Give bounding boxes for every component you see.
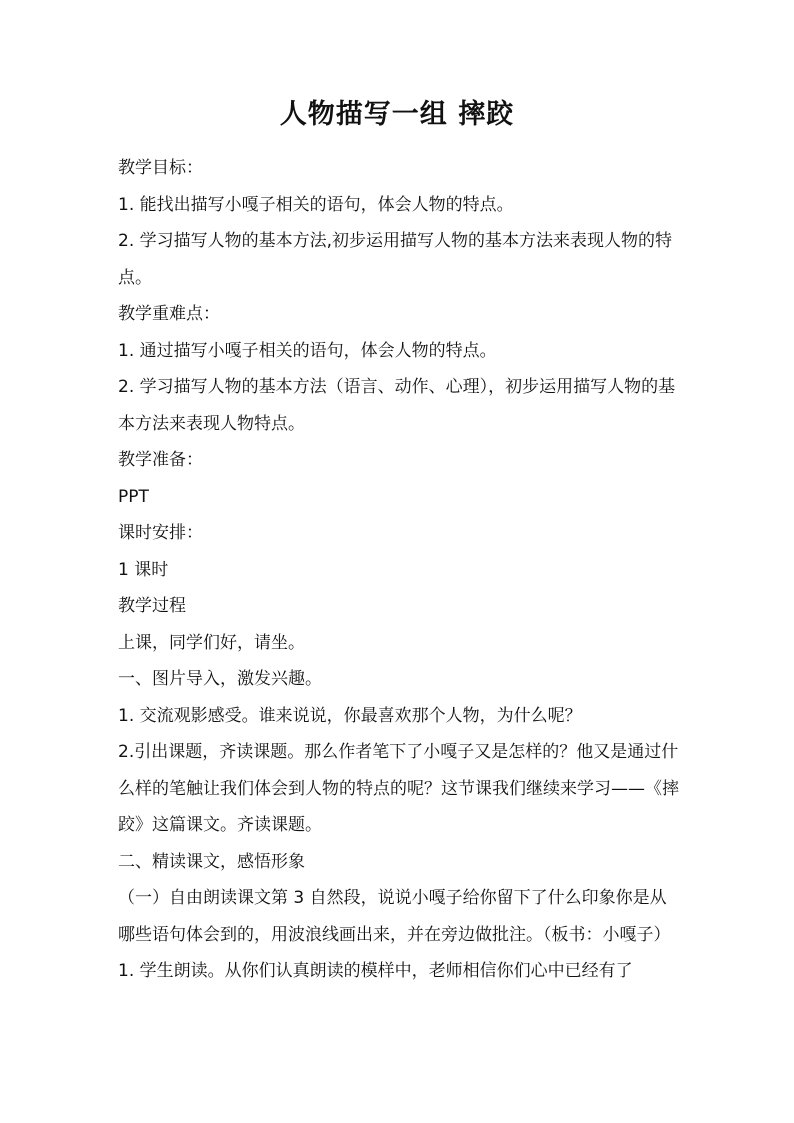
paragraph-section-1-step-1: 1. 交流观影感受。谁来说说，你最喜欢那个人物，为什么呢？	[118, 705, 582, 726]
paragraph-schedule-heading: 课时安排：	[118, 523, 203, 543]
paragraph-section-1-step-2: 2.引出课题，齐读课题。那么作者笔下了小嘎子又是怎样的？他又是通过什么样的笔触让我们体会到人物的特点的呢？这节课我们继续来学习——《摔跤》这篇课文。齐读课题。	[118, 742, 679, 835]
paragraph-key-point-1: 1. 通过描写小嘎子相关的语句，体会人物的特点。	[118, 340, 497, 361]
paragraph-section-2-step-1: 1. 学生朗读。从你们认真朗读的模样中，老师相信你们心中已经有了	[118, 961, 633, 981]
paragraph-greeting: 上课，同学们好，请坐。	[118, 632, 305, 653]
paragraph-goal-2: 2. 学习描写人物的基本方法,初步运用描写人物的基本方法来表现人物的特点。	[118, 231, 673, 288]
paragraph-preparation-value: PPT	[118, 486, 149, 507]
paragraph-goal-1: 1. 能找出描写小嘎子相关的语句，体会人物的特点。	[118, 194, 514, 215]
paragraph-schedule-value: 1 课时	[118, 559, 169, 580]
paragraph-section-2-part-1: （一）自由朗读课文第 3 自然段，说说小嘎子给你留下了什么印象你是从哪些语句体会到的，用波浪线画出来，并在旁边做批注。（板书：小嘎子）	[118, 888, 671, 945]
paragraph-preparation-heading: 教学准备：	[118, 450, 203, 470]
paragraph-teaching-goals-heading: 教学目标：	[118, 158, 203, 178]
paragraph-section-2-heading: 二、精读课文，感悟形象	[118, 851, 305, 872]
paragraph-key-points-heading: 教学重难点：	[118, 304, 220, 324]
document-title: 人物描写一组 摔跤	[279, 99, 515, 130]
paragraph-key-point-2: 2. 学习描写人物的基本方法（语言、动作、心理），初步运用描写人物的基本方法来表现人物特点。	[118, 377, 676, 434]
paragraph-section-1-heading: 一、图片导入，激发兴趣。	[118, 669, 322, 689]
document-body	[118, 150, 680, 990]
paragraph-process-heading: 教学过程	[118, 596, 186, 616]
